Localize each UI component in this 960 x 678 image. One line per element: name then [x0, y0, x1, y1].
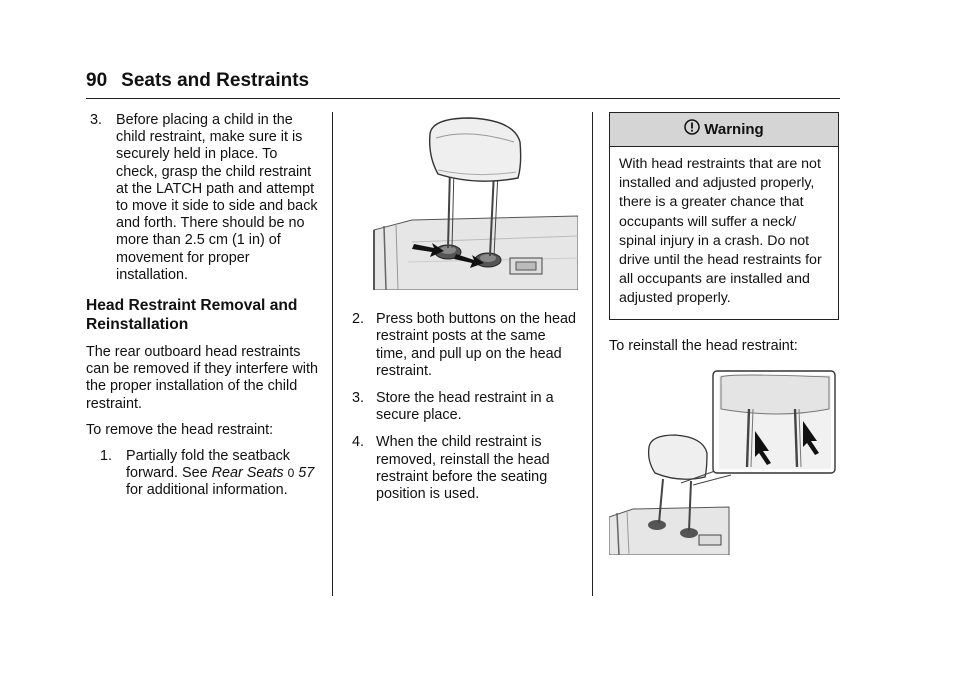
- intro-paragraph: The rear outboard head restraints can be removed if they interfere with the proper installation of the child restraint.: [86, 344, 318, 412]
- remove-intro: To remove the head restraint:: [86, 421, 274, 438]
- warning-title: Warning: [704, 120, 764, 138]
- rear-seats-link[interactable]: Rear Seats: [211, 465, 284, 482]
- step-1-fold-seatback: [86, 448, 322, 500]
- step-number: 3.: [90, 112, 103, 128]
- column-divider-1: [332, 112, 333, 596]
- column-2: [352, 112, 578, 513]
- step-text: [126, 448, 322, 500]
- step-number: 4.: [352, 434, 365, 451]
- page-header: [86, 70, 309, 92]
- reinstall-intro: To reinstall the head restraint:: [609, 337, 798, 354]
- warning-box: [609, 112, 839, 320]
- section-title: Seats and Restraints: [121, 70, 310, 91]
- warning-text: With head restraints that are not installed and adjusted properly, there is a greater chance that occupants will suffer a neck/ spinal injury in a crash. Do not drive until the head restraints for all occupants are installed and adjusted properly.: [619, 156, 822, 307]
- step-number: 1.: [100, 448, 113, 465]
- step-3-latch-check: [86, 112, 322, 284]
- warning-icon: [684, 119, 700, 139]
- section-heading: Head Restraint Removal and Reinstallation: [86, 297, 298, 334]
- head-restraint-removal-illustration: [352, 112, 578, 295]
- step-text: Before placing a child in the child restraint, make sure it is securely held in place. To check, grasp the child restraint at the LATCH path and attempt to move it side to side and back and forth. There should be no more than 2.5 cm (1 in) of movement for proper installation.: [116, 112, 318, 283]
- page-ref-number[interactable]: 57: [298, 465, 315, 482]
- step-text-pre: Partially fold the seatback forward. See: [126, 448, 290, 482]
- step-text: Store the head restraint in a secure place.: [376, 390, 554, 424]
- step-number: 2.: [352, 311, 365, 328]
- step-text: Press both buttons on the head restraint posts at the same time, and pull up on the head restraint.: [376, 311, 577, 379]
- column-1: [86, 112, 322, 500]
- header-rule: [86, 98, 840, 99]
- step-text-post: for additional information.: [126, 482, 288, 499]
- page-ref-icon: 0: [287, 466, 295, 481]
- warning-header: [610, 113, 838, 147]
- page-number: 90: [86, 70, 108, 91]
- head-restraint-reinstall-illustration: [609, 369, 839, 555]
- step-2-press-buttons: [352, 311, 578, 380]
- step-3-store-restraint: [352, 390, 578, 424]
- column-3: [609, 112, 839, 555]
- column-divider-2: [592, 112, 593, 596]
- step-text: When the child restraint is removed, reinstall the head restraint before the seating position is used.: [376, 434, 550, 503]
- step-number: 3.: [352, 390, 365, 407]
- step-4-reinstall: [352, 434, 578, 503]
